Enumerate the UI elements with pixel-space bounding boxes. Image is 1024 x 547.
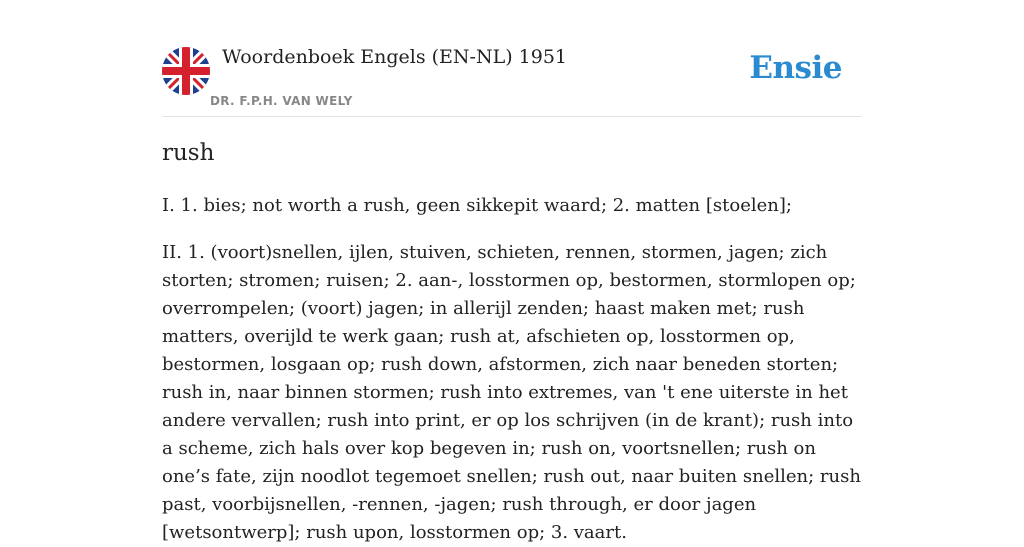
entry-headword: rush bbox=[162, 140, 215, 166]
uk-flag-icon bbox=[162, 47, 210, 95]
entry-definition: I. 1. bies; not worth a rush, geen sikkepit waard; 2. matten [stoelen]; bbox=[162, 195, 792, 216]
entry-definition: II. 1. (voort)snellen, ijlen, stuiven, schieten, rennen, stormen, jagen; zich storten; stromen; ruisen; 2. aan-, losstormen op, bestormen, stormlopen op; overrompelen; (voort) jagen; in allerijl zenden; haast maken met; rush matters, overijld te werk gaan; rush at, afschieten op, losstormen op, bestormen, losgaan op; rush down, afstormen, zich naar beneden storten; rush in, naar binnen stormen; rush into extremes, van 't ene uiterste in het andere vervallen; rush into print, er op los schrijven (in de krant); rush into a scheme, zich hals over kop begeven in; rush on, voortsnellen; rush on one’s fate, zijn noodlot tegemoet snellen; rush out, naar buiten snellen; rush past, voorbijsnellen, -rennen, -jagen; rush through, er door jagen [wetsontwerp]; rush upon, losstormen op; 3. vaart. bbox=[162, 242, 861, 543]
page-container bbox=[162, 0, 862, 543]
dictionary-author: DR. F.P.H. VAN WELY bbox=[210, 94, 353, 108]
ensie-logo-link[interactable]: Ensie bbox=[749, 50, 842, 86]
dictionary-header bbox=[162, 0, 862, 117]
dictionary-title[interactable]: Woordenboek Engels (EN-NL) 1951 bbox=[222, 46, 567, 68]
